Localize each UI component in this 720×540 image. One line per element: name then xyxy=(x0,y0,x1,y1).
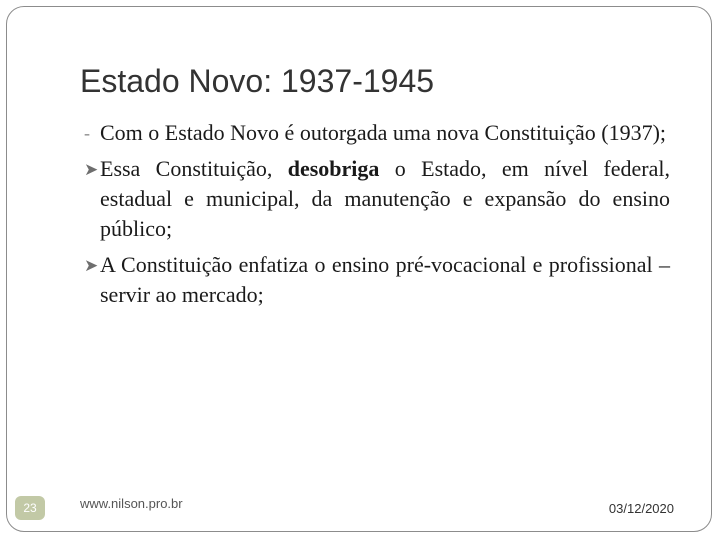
page-number-badge: 23 xyxy=(15,496,45,520)
slide-title: Estado Novo: 1937-1945 xyxy=(80,63,435,99)
bullet-text-3: A Constituição enfatiza o ensino pré-vocacional e profissional – servir ao mercado; xyxy=(100,252,670,307)
slide-body xyxy=(84,118,670,310)
bullet-text-1: Com o Estado Novo é outorgada uma nova Constituição (1937); xyxy=(100,120,667,145)
bullet-item-3 xyxy=(84,250,670,310)
arrow-bullet-icon: ➤ xyxy=(84,256,99,275)
dash-bullet-icon: - xyxy=(84,123,90,143)
bullet-text-2-bold: desobriga xyxy=(287,156,380,181)
footer-date: 03/12/2020 xyxy=(608,501,674,516)
bullet-item-2 xyxy=(84,154,670,244)
bullet-item-1 xyxy=(84,118,670,148)
bullet-text-2-after: o Estado, em nível federal, estadual e municipal, da manutenção e expansão do ensino público; xyxy=(100,156,670,241)
bullet-text-2-before: Essa Constituição, xyxy=(100,156,288,181)
arrow-bullet-icon: ➤ xyxy=(84,160,99,179)
footer-url: www.nilson.pro.br xyxy=(80,496,183,511)
